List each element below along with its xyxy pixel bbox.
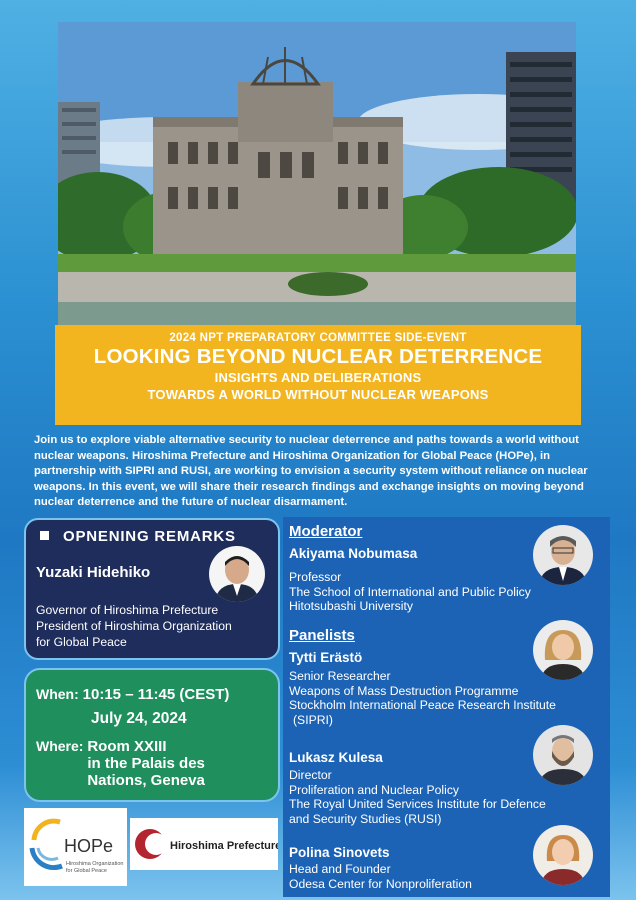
panelist-1-photo — [533, 620, 593, 680]
moderator-heading: Moderator — [289, 523, 363, 540]
panelist-2-photo — [533, 725, 593, 785]
title-banner — [55, 325, 581, 425]
panelist-2-name: Lukasz Kulesa — [289, 750, 383, 765]
moderator-line-3: Hitotsubashi University — [289, 599, 413, 613]
panelist-2-line-4: and Security Studies (RUSI) — [289, 811, 442, 826]
moderator-line-2: The School of International and Public Policy — [289, 584, 531, 599]
place-line-3: Nations, Geneva — [87, 772, 205, 789]
panelists-heading: Panelists — [289, 627, 355, 644]
opening-role-2: President of Hiroshima Organization — [36, 619, 232, 633]
opening-role-1: Governor of Hiroshima Prefecture — [36, 603, 219, 617]
opening-heading: OPNENING REMARKS — [63, 528, 236, 545]
where-row — [36, 738, 205, 789]
panelist-2-line-1: Director — [289, 768, 332, 782]
event-place — [87, 738, 205, 789]
panelist-3-line-1: Head and Founder — [289, 862, 391, 876]
panelist-3-name: Polina Sinovets — [289, 845, 390, 860]
panelist-1-line-4: (SIPRI) — [293, 712, 333, 727]
moderator-name: Akiyama Nobumasa — [289, 546, 418, 561]
panelist-1-line-2: Weapons of Mass Destruction Programme — [289, 683, 519, 698]
when-row — [36, 686, 229, 703]
panelist-1-line-3: Stockholm International Peace Research Institute — [289, 698, 556, 712]
hope-logo-sub-2: for Global Peace — [66, 868, 107, 874]
event-subtitle-1: INSIGHTS AND DELIBERATIONS — [214, 370, 422, 385]
opening-speaker-photo — [209, 546, 265, 602]
panelist-2-details — [289, 768, 546, 826]
panelist-2-line-3: The Royal United Services Institute for Defence — [289, 797, 546, 811]
panelist-2-line-2: Proliferation and Nuclear Policy — [289, 782, 460, 797]
moderator-photo — [533, 525, 593, 585]
opening-role-3: for Global Peace — [36, 635, 127, 649]
panelist-3-line-2: Odesa Center for Nonproliferation — [289, 876, 472, 891]
moderator-details — [289, 570, 531, 614]
square-bullet-icon — [40, 531, 49, 540]
when-label: When: — [36, 686, 79, 702]
event-date: July 24, 2024 — [91, 710, 187, 727]
event-title: LOOKING BEYOND NUCLEAR DETERRENCE — [93, 345, 543, 368]
place-line-2: in the Palais des — [87, 755, 205, 772]
event-intro: Join us to explore viable alternative security to nuclear deterrence and paths towards a world without nuclear weapons. Hiroshima Prefecture and Hiroshima Organization for Global Peace (HOPe), in partnership with SIPRI and RUSI, are working to envision a security system without reliance on nuclear weapons. In this event, we will share their research findings and exchange insights on moving beyond nuclear deterrence and the future of nuclear disarmament. — [34, 434, 588, 509]
panelist-3-details — [289, 862, 472, 891]
opening-remarks-panel — [24, 518, 280, 660]
panelist-1-details — [289, 669, 556, 727]
hero-photo-atomic-dome — [58, 22, 576, 332]
panelist-1-line-1: Senior Researcher — [289, 669, 391, 683]
panelist-3-photo — [533, 825, 593, 885]
opening-heading-row — [40, 528, 236, 545]
opening-speaker-name: Yuzaki Hidehiko — [36, 564, 151, 581]
when-where-panel — [24, 668, 280, 802]
speakers-panel — [283, 517, 610, 897]
event-time: 10:15 – 11:45 (CEST) — [82, 686, 230, 703]
hiroshima-prefecture-text: Hiroshima Prefecture — [170, 840, 278, 852]
event-pre-title: 2024 NPT PREPARATORY COMMITTEE SIDE-EVENT — [169, 332, 467, 344]
opening-speaker-roles — [36, 602, 276, 650]
panelist-1-name: Tytti Erästö — [289, 650, 363, 665]
hope-logo-text: HOPe — [64, 836, 114, 856]
where-label: Where: — [36, 738, 84, 754]
moderator-line-1: Professor — [289, 570, 342, 584]
hiroshima-prefecture-logo — [130, 818, 278, 870]
event-subtitle-2: TOWARDS A WORLD WITHOUT NUCLEAR WEAPONS — [147, 387, 489, 402]
place-line-1: Room XXIII — [87, 738, 167, 755]
hope-logo — [24, 808, 127, 886]
hope-logo-sub-1: Hiroshima Organization — [66, 861, 124, 867]
